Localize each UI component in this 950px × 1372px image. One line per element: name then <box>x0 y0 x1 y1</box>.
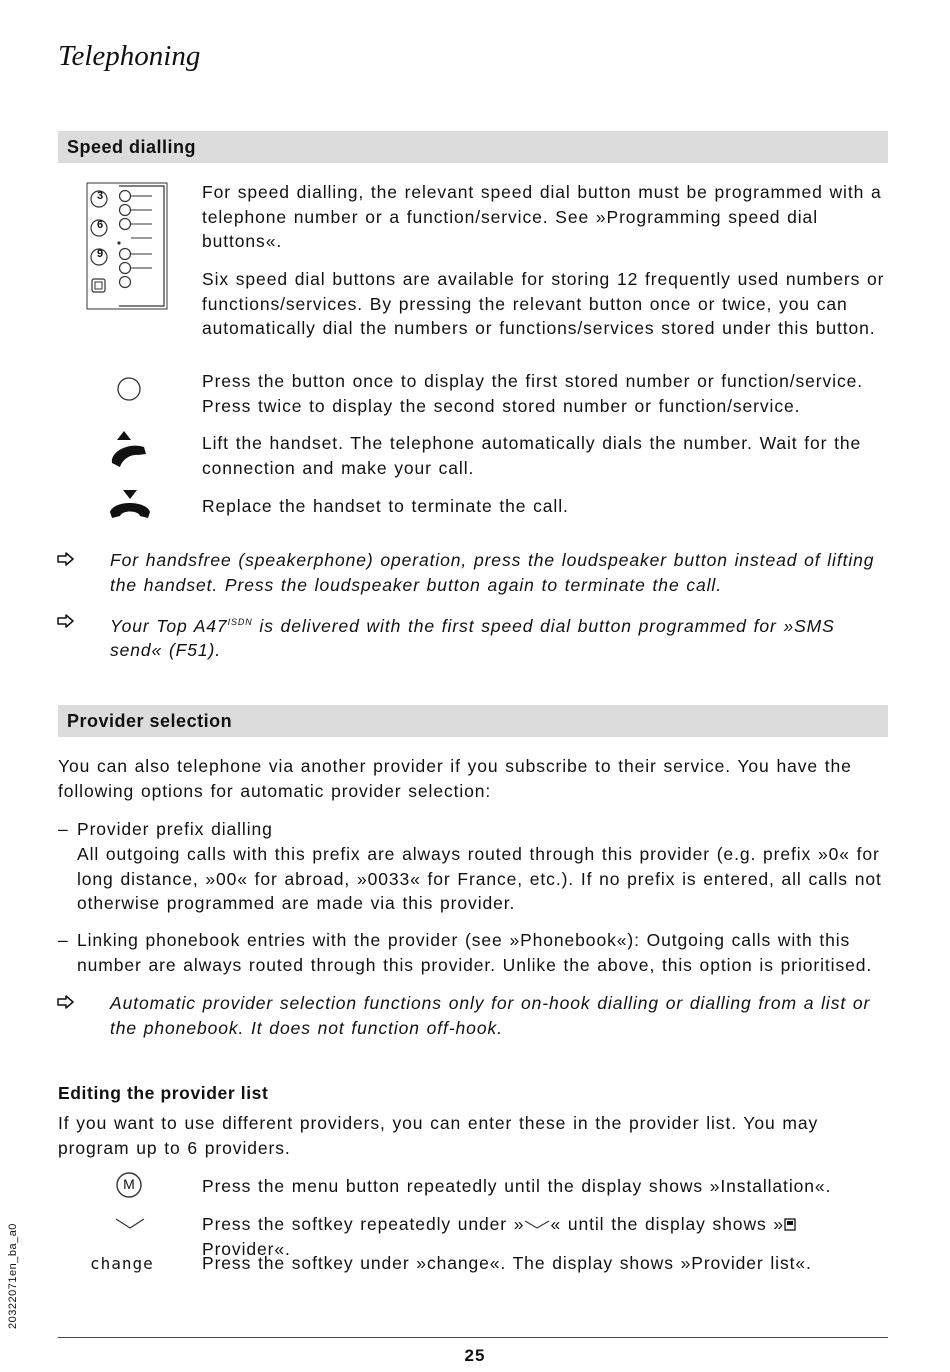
page-number: 25 <box>464 1346 486 1365</box>
subheading-editing-provider-list: Editing the provider list <box>58 1083 269 1103</box>
running-title: Telephoning <box>58 40 201 72</box>
step-replace-handset-text: Replace the handset to terminate the call. <box>202 496 569 516</box>
speed-paragraph-1: For speed dialling, the relevant speed dial button must be programmed with a telephone number or a function/service. See »Programming speed dial buttons«. <box>202 182 882 251</box>
editing-intro: If you want to use different providers, you can enter these in the provider list. You may program up to 6 providers. <box>58 1113 819 1158</box>
document-code: 20322071en_ba_a0 <box>7 1223 19 1329</box>
inline-chevron-down-icon <box>524 1220 550 1230</box>
speed-paragraph-2: Six speed dial buttons are available for storing 12 frequently used numbers or functions/services. By pressing the relevant button once or twice, you can automatically dial the numbers or functions/services stored under this button. <box>202 269 885 338</box>
note-provider-onhook: Automatic provider selection functions only for on-hook dialling or dialling from a list or the phonebook. It does not function off-hook. <box>110 993 871 1038</box>
menu-button-label: M <box>123 1176 135 1192</box>
section-header-speed-dialling <box>58 131 888 163</box>
note-arrow-icon <box>57 552 75 566</box>
softkey-chevron-down-icon <box>115 1218 145 1230</box>
step-softkey-text: Press the softkey repeatedly under » « until the display shows » Provider«. <box>202 1212 888 1261</box>
step-press-button-text: Press the button once to display the first stored number or function/service. Press twice to display the second stored number or function/service. <box>202 371 864 416</box>
step-lift-handset-text: Lift the handset. The telephone automatically dials the number. Wait for the connection and make your call. <box>202 433 862 478</box>
section-title: Provider selection <box>67 711 233 731</box>
bullet-dash: – <box>58 930 69 950</box>
bullet-prefix-body: All outgoing calls with this prefix are always routed through this provider (e.g. prefix »0« for long distance, »00« for abroad, »0033« for France, etc.). If no prefix is entered, all calls not otherwise programmed are made via this provider. <box>77 844 882 913</box>
round-button-icon <box>116 376 142 402</box>
bullet-prefix-title: Provider prefix dialling <box>77 819 273 839</box>
note-handsfree: For handsfree (speakerphone) operation, press the loudspeaker button instead of lifting the handset. Press the loudspeaker button again to terminate the call. <box>110 550 875 595</box>
note-arrow-icon <box>57 614 75 628</box>
replace-handset-icon <box>108 488 152 520</box>
note-arrow-icon <box>57 995 75 1009</box>
section-header-provider-selection <box>58 705 888 737</box>
provider-intro: You can also telephone via another provider if you subscribe to their service. You have the following options for automatic provider selection: <box>58 756 852 801</box>
footer-divider <box>58 1337 888 1338</box>
inline-provider-icon <box>784 1218 796 1231</box>
section-title: Speed dialling <box>67 137 197 157</box>
step-menu-text: Press the menu button repeatedly until the display shows »Installation«. <box>202 1176 832 1196</box>
bullet-dash: – <box>58 819 69 839</box>
lcd-softkey-label: change <box>90 1254 154 1273</box>
step-change-text: Press the softkey under »change«. The display shows »Provider list«. <box>202 1253 812 1273</box>
keypad-key-3: 3 <box>96 190 104 202</box>
keypad-key-9: 9 <box>96 248 104 260</box>
lift-handset-icon <box>108 430 152 472</box>
bullet-phonebook-link: Linking phonebook entries with the provider (see »Phonebook«): Outgoing calls with this number are always routed through this provider. Unlike the above, this option is prioritised. <box>77 930 873 975</box>
note-factory-programming: Your Top $A47^{ISDN}$ is delivered with the first speed dial button programmed for »SMS send« (F51). <box>110 615 835 661</box>
keypad-key-6: 6 <box>96 219 104 231</box>
